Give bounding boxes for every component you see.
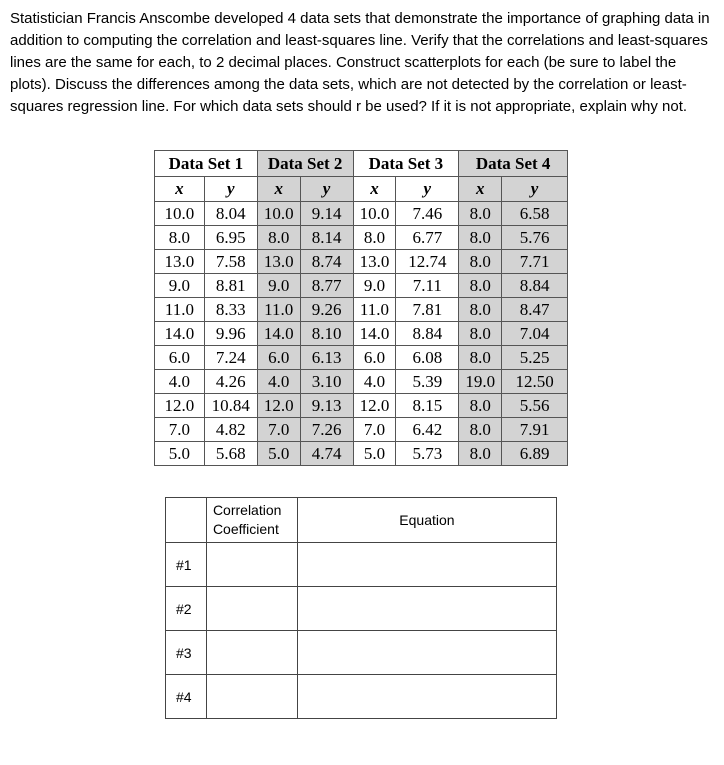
data-cell: 8.74: [300, 250, 353, 274]
y-header: y: [502, 177, 568, 202]
data-cell: 14.0: [155, 322, 205, 346]
data-cell: 8.0: [459, 442, 502, 466]
equation-header: Equation: [297, 498, 556, 543]
data-cell: 13.0: [257, 250, 300, 274]
data-cell: 7.26: [300, 418, 353, 442]
data-cell: 8.0: [459, 418, 502, 442]
data-cell: 9.14: [300, 202, 353, 226]
data-cell: 7.58: [204, 250, 257, 274]
data-cell: 19.0: [459, 370, 502, 394]
data-table-row: [155, 370, 568, 394]
data-cell: 8.0: [155, 226, 205, 250]
data-cell: 9.0: [155, 274, 205, 298]
correlation-answer-cell[interactable]: [206, 631, 297, 675]
x-header: x: [155, 177, 205, 202]
data-cell: 6.0: [353, 346, 396, 370]
data-cell: 8.0: [353, 226, 396, 250]
data-cell: 8.15: [396, 394, 459, 418]
data-table-row: [155, 274, 568, 298]
data-cell: 8.84: [502, 274, 568, 298]
problem-statement: Statistician Francis Anscombe developed 4 data sets that demonstrate the importance of graphing data in addition to computing the correlation and least-squares line. Verify that the correlations and least-squares lines are the same for each, to 2 decimal places. Construct scatterplots for each (be sure to label the plots). Discuss the differences among the data sets, which are not detected by the correlation or least-squares regression line. For which data sets should r be used? If it is not appropriate, explain why not.: [10, 10, 710, 115]
data-cell: 8.14: [300, 226, 353, 250]
data-cell: 8.0: [459, 322, 502, 346]
data-cell: 12.50: [502, 370, 568, 394]
data-cell: 8.0: [459, 250, 502, 274]
data-cell: 8.0: [459, 298, 502, 322]
data-cell: 12.0: [257, 394, 300, 418]
data-cell: 8.81: [204, 274, 257, 298]
data-cell: 4.0: [155, 370, 205, 394]
correlation-answer-cell[interactable]: [206, 675, 297, 719]
data-table-row: [155, 322, 568, 346]
data-cell: 6.42: [396, 418, 459, 442]
data-cell: 4.74: [300, 442, 353, 466]
correlation-header-line2: Coefficient: [212, 521, 279, 537]
data-cell: 9.0: [257, 274, 300, 298]
data-cell: 8.0: [257, 226, 300, 250]
data-table-row: [155, 346, 568, 370]
data-cell: 4.26: [204, 370, 257, 394]
data-set-number-label: #4: [166, 675, 207, 719]
data-cell: 5.0: [353, 442, 396, 466]
data-cell: 7.91: [502, 418, 568, 442]
data-set-1-header: Data Set 1: [155, 151, 258, 177]
data-cell: 13.0: [353, 250, 396, 274]
data-table-row: [155, 394, 568, 418]
data-cell: 10.84: [204, 394, 257, 418]
correlation-answer-cell[interactable]: [206, 587, 297, 631]
y-header: y: [204, 177, 257, 202]
data-cell: 11.0: [257, 298, 300, 322]
data-table-row: [155, 250, 568, 274]
data-cell: 12.0: [353, 394, 396, 418]
data-set-header-row: [155, 151, 568, 177]
data-cell: 4.0: [257, 370, 300, 394]
data-cell: 8.84: [396, 322, 459, 346]
data-cell: 14.0: [257, 322, 300, 346]
data-table-row: [155, 226, 568, 250]
data-table-row: [155, 298, 568, 322]
data-cell: 8.04: [204, 202, 257, 226]
data-cell: 6.0: [155, 346, 205, 370]
data-cell: 12.74: [396, 250, 459, 274]
data-cell: 14.0: [353, 322, 396, 346]
data-cell: 5.0: [155, 442, 205, 466]
results-row: [166, 543, 557, 587]
data-set-4-header: Data Set 4: [459, 151, 568, 177]
data-cell: 9.96: [204, 322, 257, 346]
data-cell: 7.71: [502, 250, 568, 274]
data-cell: 6.95: [204, 226, 257, 250]
data-cell: 5.73: [396, 442, 459, 466]
data-set-number-label: #2: [166, 587, 207, 631]
data-cell: 5.0: [257, 442, 300, 466]
equation-answer-cell[interactable]: [297, 543, 556, 587]
data-cell: 8.77: [300, 274, 353, 298]
data-cell: 8.0: [459, 274, 502, 298]
data-cell: 3.10: [300, 370, 353, 394]
data-cell: 8.0: [459, 202, 502, 226]
data-cell: 7.81: [396, 298, 459, 322]
data-set-2-header: Data Set 2: [257, 151, 353, 177]
data-cell: 8.10: [300, 322, 353, 346]
data-cell: 5.76: [502, 226, 568, 250]
x-header: x: [353, 177, 396, 202]
correlation-coefficient-header: [206, 498, 297, 543]
data-cell: 7.46: [396, 202, 459, 226]
data-cell: 6.89: [502, 442, 568, 466]
data-cell: 6.13: [300, 346, 353, 370]
data-cell: 7.0: [353, 418, 396, 442]
data-cell: 8.0: [459, 346, 502, 370]
results-table-body: [166, 543, 557, 719]
y-header: y: [300, 177, 353, 202]
data-cell: 7.0: [257, 418, 300, 442]
data-cell: 8.0: [459, 394, 502, 418]
data-cell: 6.77: [396, 226, 459, 250]
data-cell: 7.11: [396, 274, 459, 298]
data-cell: 8.0: [459, 226, 502, 250]
data-cell: 6.08: [396, 346, 459, 370]
data-cell: 9.26: [300, 298, 353, 322]
equation-answer-cell[interactable]: [297, 675, 556, 719]
data-cell: 10.0: [353, 202, 396, 226]
correlation-header-line1: Correlation: [212, 502, 282, 518]
blank-corner-cell: [166, 498, 207, 543]
data-cell: 9.13: [300, 394, 353, 418]
data-cell: 8.33: [204, 298, 257, 322]
x-header: x: [459, 177, 502, 202]
data-set-3-header: Data Set 3: [353, 151, 459, 177]
data-cell: 11.0: [155, 298, 205, 322]
data-table-body: [155, 202, 568, 466]
correlation-answer-cell[interactable]: [206, 543, 297, 587]
data-cell: 8.47: [502, 298, 568, 322]
data-cell: 5.56: [502, 394, 568, 418]
data-set-number-label: #3: [166, 631, 207, 675]
results-row: [166, 631, 557, 675]
anscombe-data-table: [154, 150, 568, 466]
variable-header-row: [155, 177, 568, 202]
results-table: [165, 497, 557, 719]
data-cell: 7.04: [502, 322, 568, 346]
data-cell: 4.0: [353, 370, 396, 394]
data-cell: 10.0: [257, 202, 300, 226]
data-cell: 6.58: [502, 202, 568, 226]
data-cell: 11.0: [353, 298, 396, 322]
data-cell: 5.68: [204, 442, 257, 466]
data-cell: 4.82: [204, 418, 257, 442]
results-header-row: [166, 498, 557, 543]
data-cell: 7.24: [204, 346, 257, 370]
results-row: [166, 587, 557, 631]
data-table-row: [155, 442, 568, 466]
data-table-row: [155, 418, 568, 442]
data-cell: 13.0: [155, 250, 205, 274]
y-header: y: [396, 177, 459, 202]
data-cell: 12.0: [155, 394, 205, 418]
data-cell: 6.0: [257, 346, 300, 370]
x-header: x: [257, 177, 300, 202]
data-cell: 5.25: [502, 346, 568, 370]
data-set-number-label: #1: [166, 543, 207, 587]
data-cell: 7.0: [155, 418, 205, 442]
results-row: [166, 675, 557, 719]
data-cell: 10.0: [155, 202, 205, 226]
data-cell: 5.39: [396, 370, 459, 394]
equation-answer-cell[interactable]: [297, 631, 556, 675]
data-cell: 9.0: [353, 274, 396, 298]
equation-answer-cell[interactable]: [297, 587, 556, 631]
data-table-row: [155, 202, 568, 226]
